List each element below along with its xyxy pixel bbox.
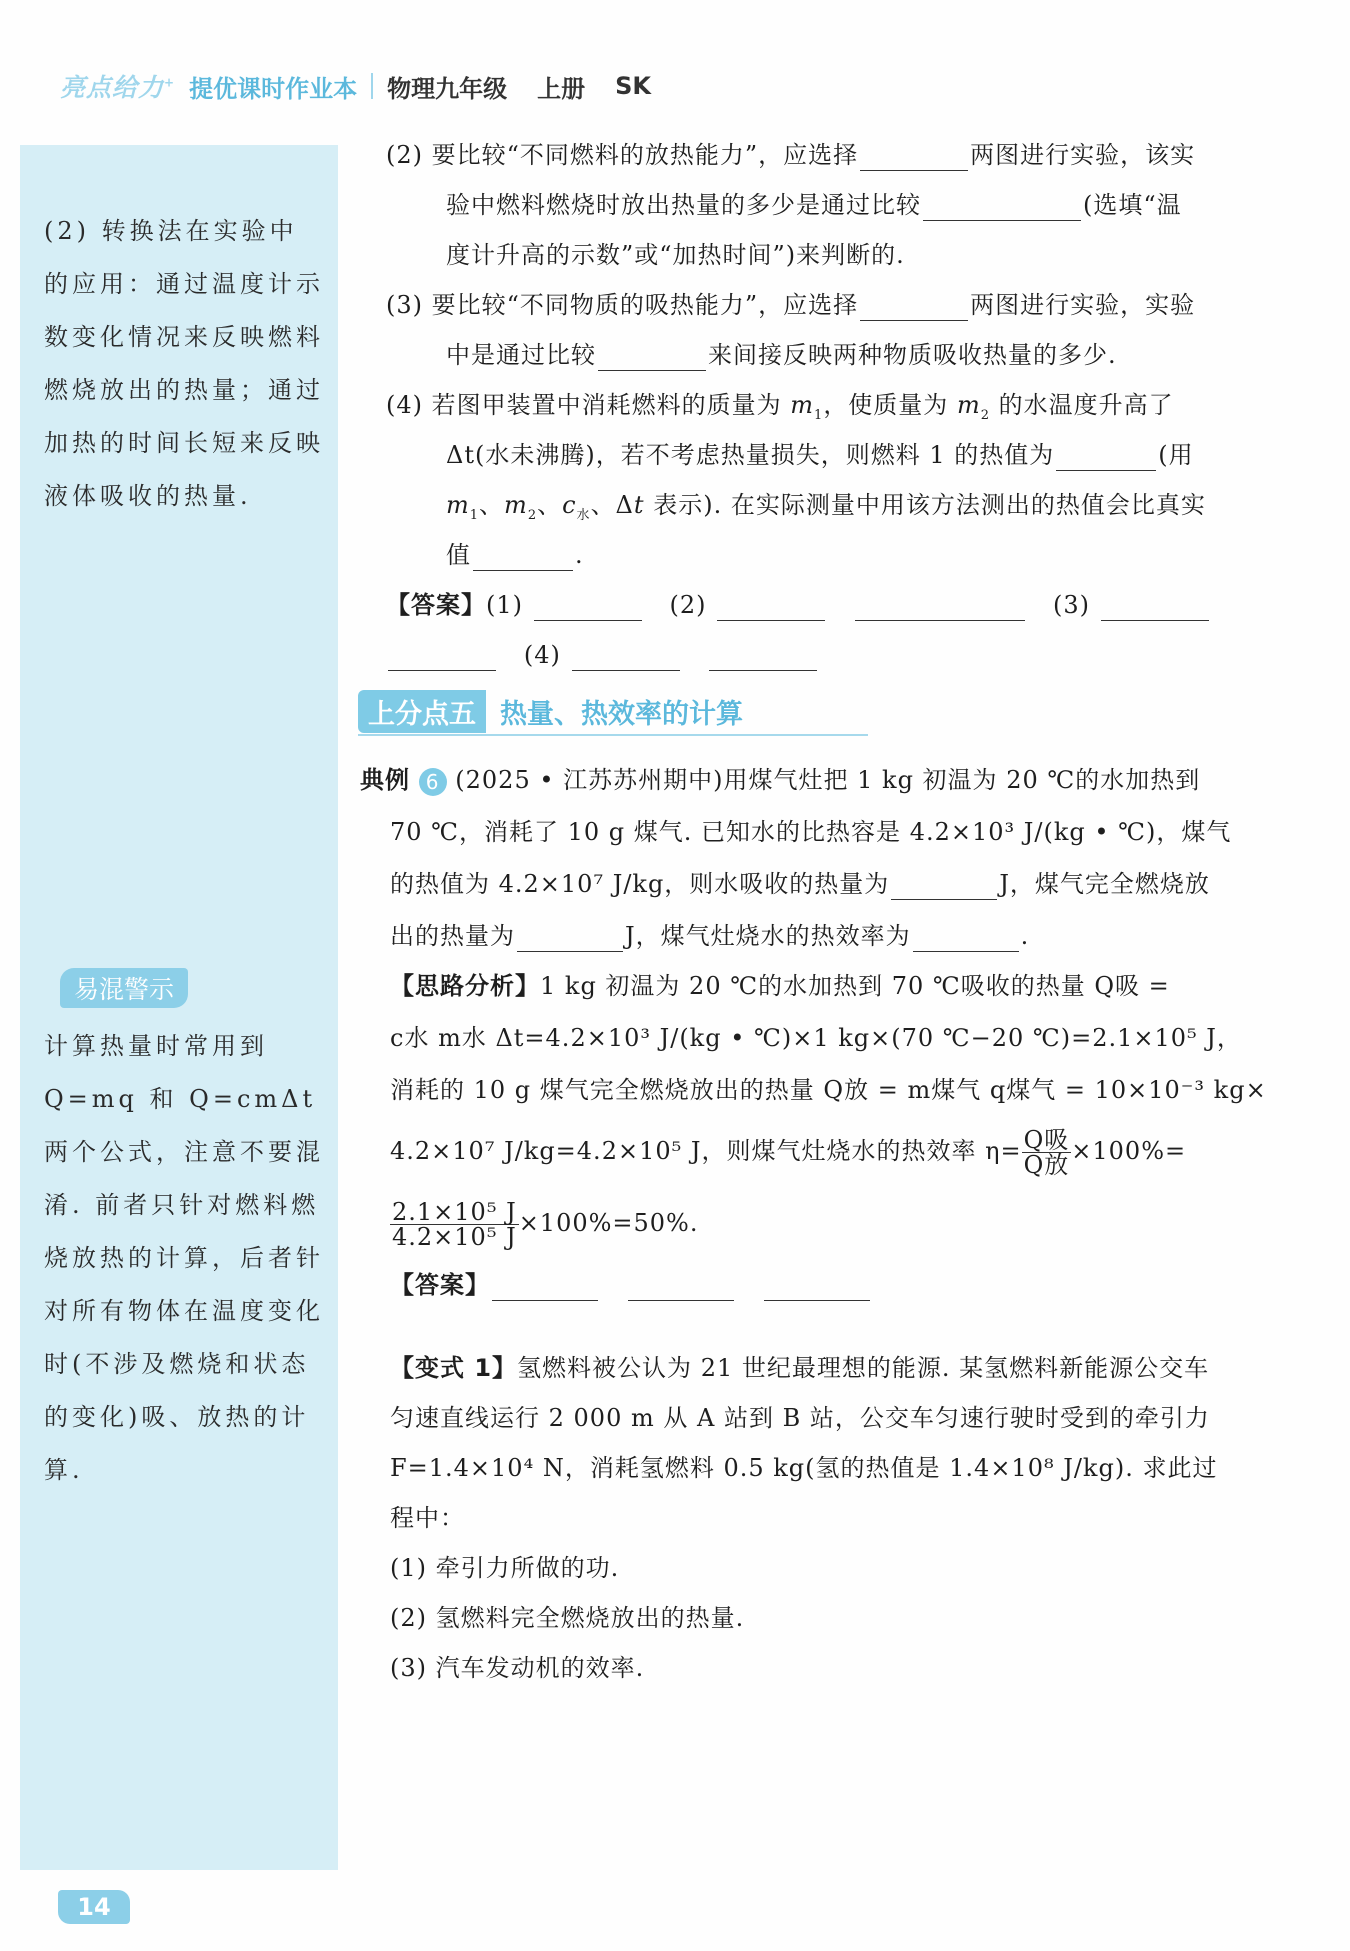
answer-blank[interactable] [923, 192, 1081, 221]
analysis-line3: 消耗的 10 g 煤气完全燃烧放出的热量 Q放 = m煤气 q煤气 = 10×10⁻³ kg× [390, 1076, 1267, 1104]
example-block [360, 754, 1296, 962]
variant-line3: F=1.4×10⁴ N，消耗氢燃料 0.5 kg(氢的热值是 1.4×10⁸ J/kg). 求此过 [390, 1454, 1218, 1482]
variant-line4: 程中： [390, 1504, 465, 1532]
q4-line3: $m_1$、$m_2$、$c_水$、Δt 表示). 在实际测量中用该方法测出的热值会比真实 [446, 491, 1206, 523]
answer-blank[interactable] [1056, 442, 1156, 471]
answer-blank[interactable] [891, 871, 997, 900]
example-line3: 的热值为 4.2×10⁷ J/kg，则水吸收的热量为 J，煤气完全燃烧放 [390, 870, 1210, 898]
answer-line2: (4) [386, 630, 1292, 680]
analysis-line2: c水 m水 Δt=4.2×10³ J/(kg • ℃)×1 kg×(70 ℃−20 ℃)=2.1×10⁵ J， [390, 1024, 1242, 1052]
answer-blank[interactable] [860, 292, 968, 321]
analysis-line5: $\frac{\text{2.1×10⁵ J}}{\text{4.2×10⁵ J}}$ ×100%=50%. [392, 1198, 699, 1251]
answer-blank[interactable] [534, 592, 642, 621]
q2-line1: (2) 要比较“不同燃料的放热能力”，应选择 两图进行实验，该实 [386, 141, 1196, 169]
q3-line2: 中是通过比较 来间接反映两种物质吸收热量的多少. [446, 341, 1117, 369]
analysis-block [390, 960, 1296, 1310]
answer-blank[interactable] [388, 642, 496, 671]
subject-title: 物理九年级 [387, 74, 508, 103]
value-fraction: $\frac{\text{2.1×10⁵ J}}{\text{4.2×10⁵ J}}$ [392, 1198, 517, 1251]
answer-blank[interactable] [709, 642, 817, 671]
answer-line3: 【答案】 [390, 1260, 1296, 1310]
section-underline [358, 734, 868, 736]
section-title: 热量、热效率的计算 [500, 698, 743, 730]
section-badge: 上分点五 [358, 690, 486, 733]
variant-block [390, 1343, 1296, 1693]
answer-blank[interactable] [860, 142, 968, 171]
variant-sub1: (1) 牵引力所做的功. [390, 1554, 620, 1582]
brand-logo: 亮点给力+ [60, 73, 176, 102]
sidebar-note-method: (2) 转换法在实验中的应用：通过温度计示数变化情况来反映燃料燃烧放出的热量；通过加热的时间长短来反映液体吸收的热量. [44, 217, 324, 510]
answer-blank[interactable] [492, 1272, 598, 1301]
answer-blank[interactable] [598, 342, 706, 371]
q4-line4: 值 . [446, 541, 584, 569]
answer-blank[interactable] [855, 592, 1025, 621]
sidebar-note-warning: 计算热量时常用到Q=mq 和 Q=cmΔt两个公式，注意不要混淆. 前者只针对燃料燃烧放热的计算，后者针对所有物体在温度变化时(不涉及燃烧和状态的变化)吸、放热的计算. [44, 1032, 324, 1484]
answer-blank[interactable] [764, 1272, 870, 1301]
edition-label: SK [615, 72, 651, 100]
efficiency-fraction: $\frac{\text{Q吸}}{\text{Q放}}$ [1023, 1126, 1070, 1179]
answer-blank[interactable] [913, 923, 1019, 952]
analysis-line4: 4.2×10⁷ J/kg=4.2×10⁵ J，则煤气灶烧水的热效率 η= $\frac{\text{Q吸}}{\text{Q放}}$ ×100%= [390, 1126, 1187, 1179]
example-line2: 70 ℃，消耗了 10 g 煤气. 已知水的比热容是 4.2×10³ J/(kg • ℃)，煤气 [390, 818, 1232, 846]
q3-line1: (3) 要比较“不同物质的吸热能力”，应选择 两图进行实验，实验 [386, 291, 1196, 319]
answer-blank[interactable] [473, 542, 573, 571]
example-number-badge: 6 [419, 768, 447, 796]
variant-sub3: (3) 汽车发动机的效率. [390, 1654, 645, 1682]
answer-line1: 【答案】(1) (2) (3) [386, 580, 1292, 630]
example-line4: 出的热量为 J，煤气灶烧水的热效率为 . [390, 922, 1030, 950]
answer-blank[interactable] [517, 923, 623, 952]
variant-line2: 匀速直线运行 2 000 m 从 A 站到 B 站，公交车匀速行驶时受到的牵引力 [390, 1404, 1210, 1432]
question-block [386, 130, 1292, 680]
answer-blank[interactable] [572, 642, 680, 671]
answer-blank[interactable] [628, 1272, 734, 1301]
q4-line2: Δt(水未沸腾)，若不考虑热量损失，则燃料 1 的热值为 (用 [446, 441, 1194, 469]
page-header [60, 66, 651, 106]
answer-blank[interactable] [717, 592, 825, 621]
answer-blank[interactable] [1101, 592, 1209, 621]
variant-sub2: (2) 氢燃料完全燃烧放出的热量. [390, 1604, 745, 1632]
page-number: 14 [58, 1890, 130, 1924]
q2-line3: 度计升高的示数”或“加热时间”)来判断的. [446, 241, 905, 269]
confusion-warning-tag: 易混警示 [60, 968, 188, 1008]
section-heading [358, 690, 743, 732]
analysis-line1: 【思路分析】1 kg 初温为 20 ℃的水加热到 70 ℃吸收的热量 Q吸 = [390, 972, 1170, 1000]
variant-line1: 【变式 1】氢燃料被公认为 21 世纪最理想的能源. 某氢燃料新能源公交车 [390, 1354, 1210, 1382]
series-title: 提优课时作业本 [189, 74, 358, 103]
q2-line2: 验中燃料燃烧时放出热量的多少是通过比较 (选填“温 [446, 191, 1182, 219]
header-divider [371, 73, 373, 99]
volume-label: 上册 [537, 74, 586, 103]
q4-line1: (4) 若图甲装置中消耗燃料的质量为 $m_1$，使质量为 $m_2$ 的水温度升高了 [386, 391, 1174, 423]
example-line1: 典例 6 (2025 • 江苏苏州期中)用煤气灶把 1 kg 初温为 20 ℃的水加热到 [360, 766, 1201, 794]
